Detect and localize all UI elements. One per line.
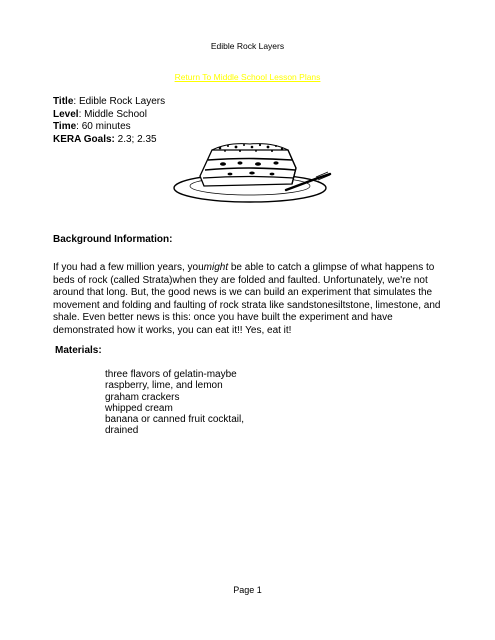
materials-item: graham crackers [105, 391, 180, 403]
cake-slice-on-plate-icon [168, 130, 338, 220]
materials-item: raspberry, lime, and lemon [105, 380, 223, 392]
meta-goals-label: KERA Goals: [53, 133, 115, 145]
materials-item: drained [105, 425, 139, 437]
meta-level-value: : Middle School [78, 108, 147, 120]
materials-item: three flavors of gelatin-maybe [105, 369, 237, 380]
background-text-end: be able to catch a glimpse of what happens to beds of rock (called Strata)when they are folded and faulted. Unfortunately, we're not around that long. But, the good news is we can build an experiment that simulates the movement and folding and faulting of rock strata like sandstonesiltstone, limestone, and shale. Even better news is this: once you have built the experiment and have demonstrated how it works, you can eat it!! Yes, eat it! [53, 262, 441, 336]
page-number: Page 1 [233, 585, 262, 595]
meta-level-label: Level [53, 108, 79, 120]
meta-title-row [53, 96, 165, 109]
meta-time-label: Time [53, 121, 77, 132]
meta-goals-value: 2.3; 2.35 [114, 133, 157, 145]
lesson-meta [53, 96, 165, 146]
meta-title-value: : Edible Rock Layers [73, 96, 166, 107]
meta-time-value: : 60 minutes [76, 121, 131, 132]
page-header-title: Edible Rock Layers [210, 41, 285, 51]
meta-goals-row [53, 134, 165, 147]
meta-title-label: Title [53, 96, 74, 107]
meta-level-row [53, 109, 165, 122]
return-to-lesson-plans-link[interactable]: Return To Middle School Lesson Plans [174, 72, 321, 82]
background-text-start: If you had a few million years, you [53, 262, 204, 273]
materials-item: banana or canned fruit cocktail, [105, 414, 244, 426]
meta-time-row [53, 121, 165, 134]
background-paragraph [53, 262, 451, 338]
materials-item: whipped cream [105, 402, 173, 414]
materials-heading: Materials: [55, 345, 102, 356]
background-text-emphasis: might [203, 262, 229, 273]
background-heading: Background Information: [53, 234, 173, 245]
materials-list [105, 369, 305, 437]
